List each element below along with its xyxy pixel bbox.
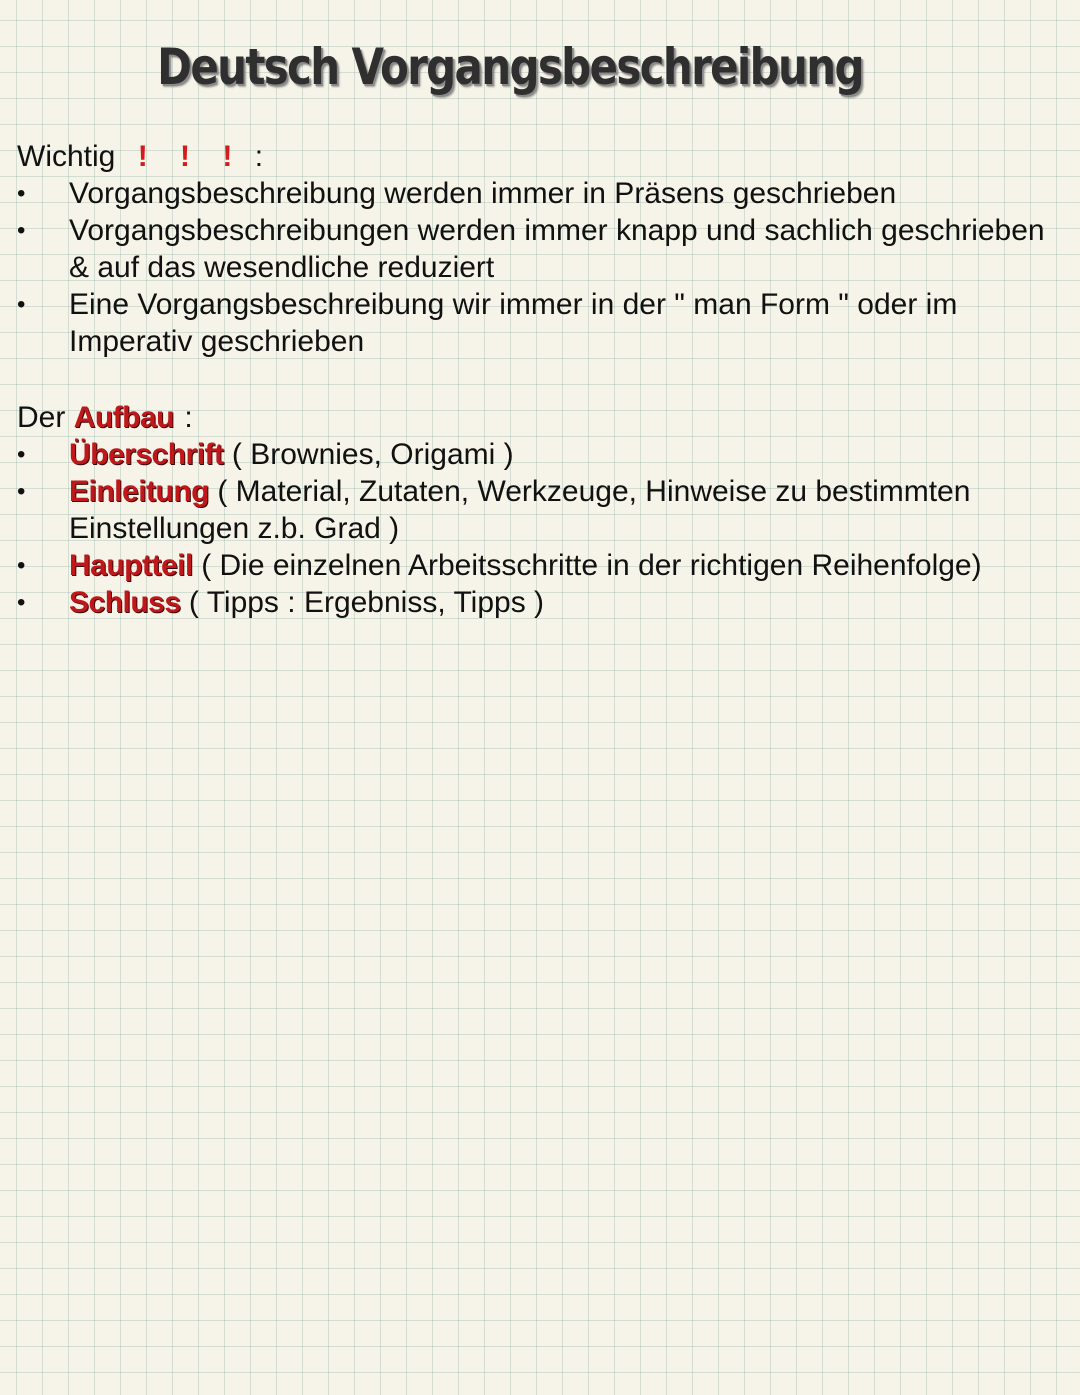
wichtig-section (17, 138, 1067, 360)
bullet-icon: • (17, 478, 26, 505)
wichtig-heading (17, 138, 1067, 175)
page-title: Deutsch Vorgangsbeschreibung (157, 38, 863, 96)
wichtig-colon: : (254, 140, 264, 173)
aufbau-heading (17, 399, 1067, 436)
exclamation-icons: ! ! ! (137, 140, 245, 173)
aufbau-colon: : (184, 401, 193, 434)
bullet-icon: • (17, 217, 26, 244)
list-item (17, 436, 1067, 473)
aufbau-term: Einleitung (69, 475, 209, 508)
aufbau-detail: ( Tipps : Ergebniss, Tipps ) (188, 586, 545, 619)
aufbau-section (17, 399, 1067, 621)
list-item (17, 473, 1067, 547)
list-item-text: Vorgangsbeschreibungen werden immer knapp und sachlich geschrieben & auf das wesendliche reduziert (69, 214, 1045, 284)
aufbau-keyword: Aufbau (73, 401, 175, 434)
aufbau-term: Schluss (69, 586, 181, 619)
wichtig-label: Wichtig (17, 140, 116, 173)
bullet-icon: • (17, 589, 26, 616)
list-item (17, 286, 1067, 360)
list-item (17, 175, 1067, 212)
aufbau-detail: ( Material, Zutaten, Werkzeuge, Hinweise zu bestimmten Einstellungen z.b. Grad ) (69, 475, 971, 545)
bullet-icon: • (17, 291, 26, 318)
aufbau-detail: ( Die einzelnen Arbeitsschritte in der richtigen Reihenfolge) (201, 549, 982, 582)
aufbau-term: Hauptteil (69, 549, 193, 582)
list-item-text: Eine Vorgangsbeschreibung wir immer in der " man Form " oder im Imperativ geschrieben (69, 288, 958, 358)
aufbau-detail: ( Brownies, Origami ) (231, 438, 514, 471)
aufbau-list (17, 436, 1067, 621)
list-item (17, 584, 1067, 621)
list-item-text: Vorgangsbeschreibung werden immer in Präsens geschrieben (69, 177, 897, 210)
bullet-icon: • (17, 552, 26, 579)
wichtig-list (17, 175, 1067, 360)
list-item (17, 547, 1067, 584)
list-item (17, 212, 1067, 286)
aufbau-prefix: Der (17, 401, 66, 434)
aufbau-term: Überschrift (69, 438, 224, 471)
bullet-icon: • (17, 441, 26, 468)
bullet-icon: • (17, 180, 26, 207)
